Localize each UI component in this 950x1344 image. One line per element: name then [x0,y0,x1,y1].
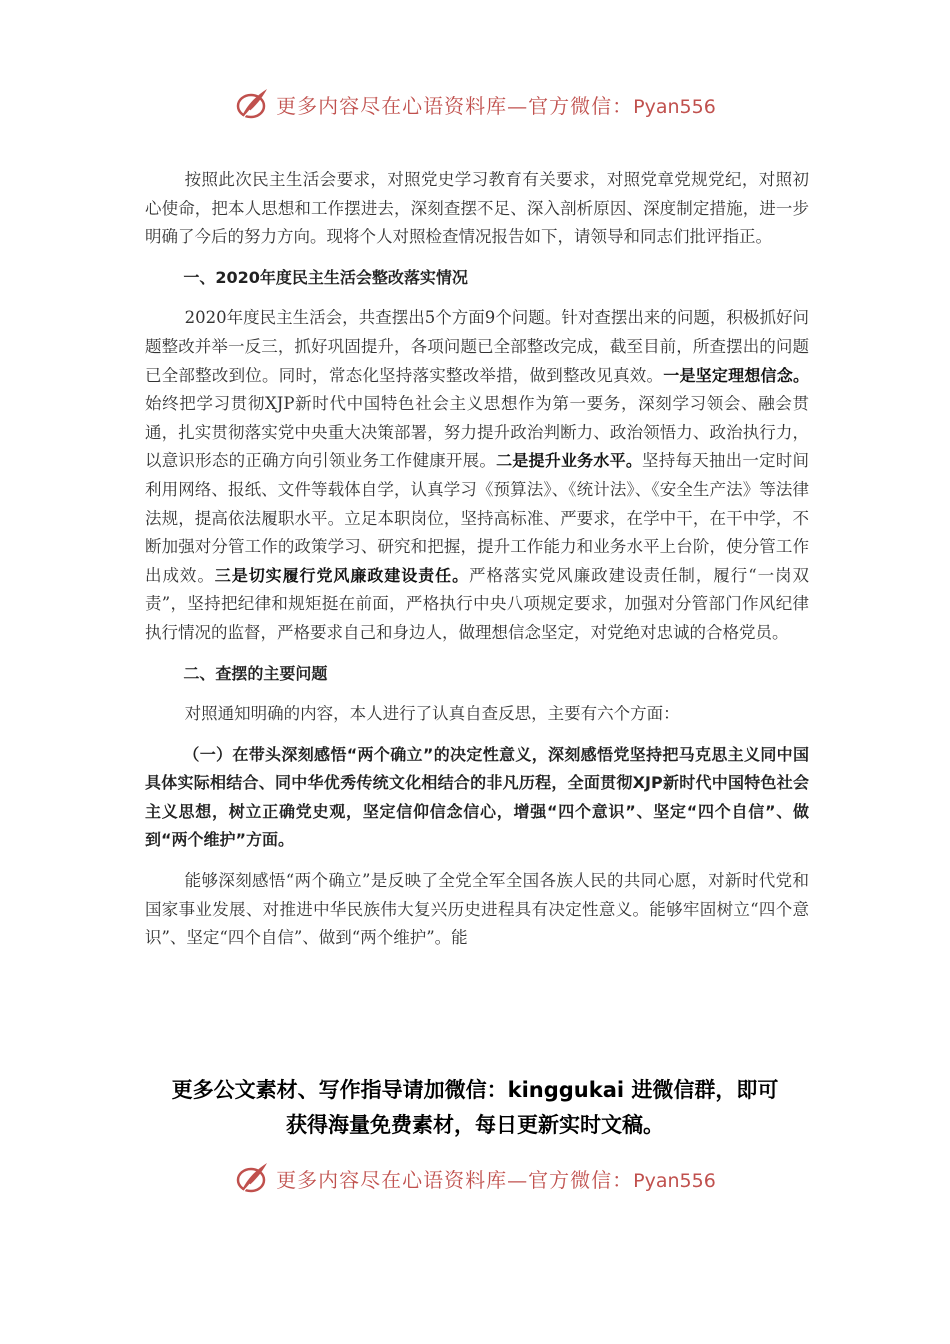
section-1-paragraph: 2020年度民主生活会，共查摆出5个方面9个问题。针对查摆出来的问题，积极抓好问题整改并举一反三，抓好巩固提升，各项问题已全部整改完成，截至目前，所查摆出的问题已全部整改到位。同时，常态化坚持落实整改举措，做到整改见真效。一是坚定理想信念。始终把学习贯彻XJP新时代中国特色社会主义思想作为第一要务，深刻学习领会、融会贯通，扎实贯彻落实党中央重大决策部署，努力提升政治判断力、政治领悟力、政治执行力，以意识形态的正确方向引领业务工作健康开展。二是提升业务水平。坚持每天抽出一定时间利用网络、报纸、文件等载体自学，认真学习《预算法》、《统计法》、《安全生产法》等法律法规，提高依法履职水平。立足本职岗位，坚持高标准、严要求，在学中干，在干中学，不断加强对分管工作的政策学习、研究和把握，提升工作能力和业务水平上台阶，使分管工作出成效。三是切实履行党风廉政建设责任。严格落实党风廉政建设责任制，履行“一岗双责”，坚持把纪律和规矩挺在前面，严格执行中央八项规定要求，加强对分管部门作风纪律执行情况的监督，严格要求自己和身边人，做理想信念坚定，对党绝对忠诚的合格党员。 [145,308,810,642]
footer-watermark-banner [0,1158,950,1198]
watermark-wechat-id: Pyan556 [633,1169,716,1192]
point-3-title: 三是切实履行党风廉政建设责任。 [214,565,470,585]
promo-line-2: 获得海量免费素材，每日更新实时文稿。 [286,1113,664,1137]
watermark-wechat-id: Pyan556 [633,95,716,118]
point-2-title: 二是提升业务水平。 [496,451,643,471]
section-2-intro: 对照通知明确的内容，本人进行了认真自查反思，主要有六个方面： [184,704,680,724]
subsection-1-heading: （一）在带头深刻感悟“两个确立”的决定性意义，深刻感悟党坚持把马克思主义同中国具体实际相结合、同中华优秀传统文化相结合的非凡历程，全面贯彻XJP新时代中国特色社会主义思想，树立正确党史观，坚定信仰信念信心，增强“四个意识”、坚定“四个自信”、做到“两个维护”方面。 [145,744,809,850]
watermark-text: 更多内容尽在心语资料库—官方微信：Pyan556 [276,93,716,118]
document-body [145,166,809,965]
quill-logo-icon [234,86,270,122]
header-watermark-banner [0,84,950,124]
subsection-1-paragraph: 能够深刻感悟“两个确立”是反映了全党全军全国各族人民的共同心愿，对新时代党和国家事业发展、对推进中华民族伟大复兴历史进程具有决定性意义。能够牢固树立“四个意识”、坚定“四个自信”、做到“两个维护”。能 [145,871,809,948]
intro-paragraph: 按照此次民主生活会要求，对照党史学习教育有关要求，对照党章党规党纪，对照初心使命，把本人思想和工作摆进去，深刻查摆不足、深入剖析原因、深度制定措施，进一步明确了今后的努力方向。现将个人对照检查情况报告如下，请领导和同志们批评指正。 [145,170,809,247]
promo-text [100,1073,850,1143]
section-2-heading: 二、查摆的主要问题 [183,663,328,683]
watermark-text: 更多内容尽在心语资料库—官方微信：Pyan556 [276,1167,716,1192]
section-1-heading: 一、2020年度民主生活会整改落实情况 [183,267,468,287]
promo-line-1: 更多公文素材、写作指导请加微信：kinggukai 进微信群，即可 [171,1078,779,1102]
quill-logo-icon [234,1160,270,1196]
point-1-title: 一是坚定理想信念。 [663,365,809,385]
